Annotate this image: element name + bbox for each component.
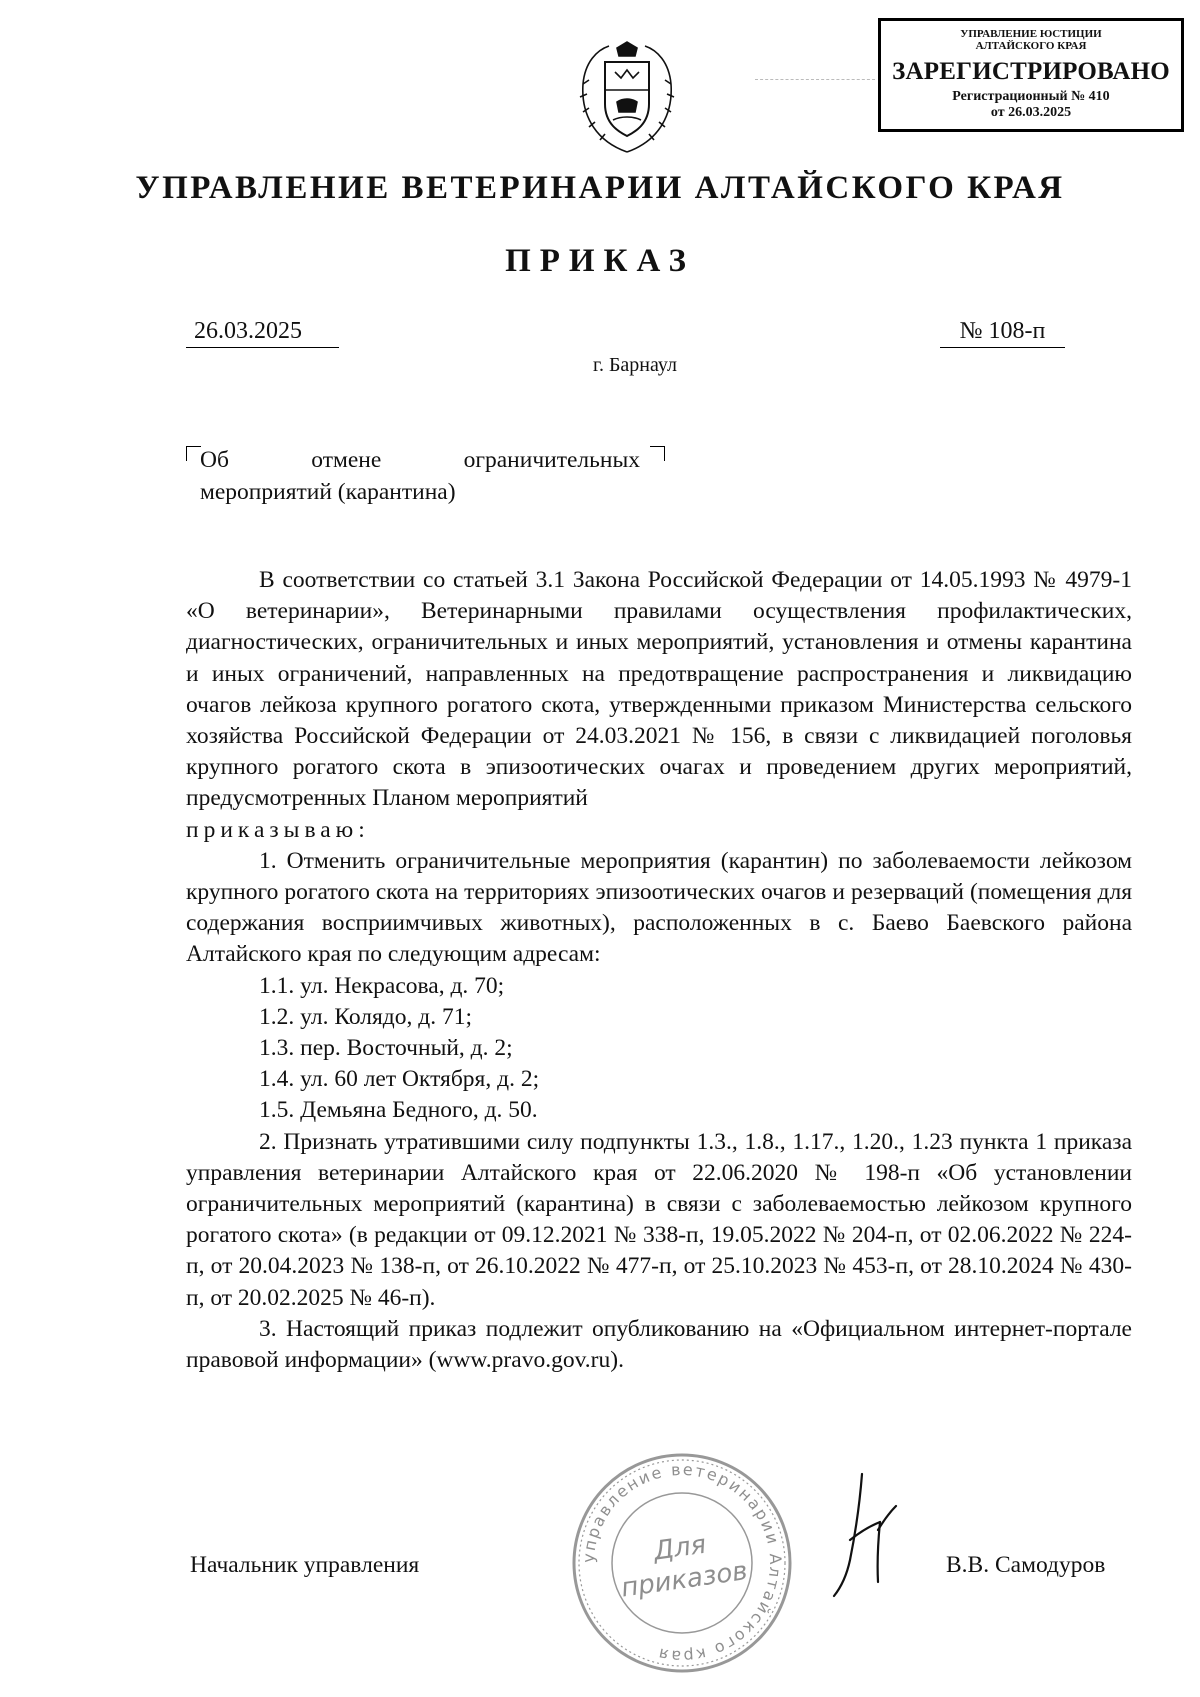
document-body	[186, 565, 1132, 1376]
item-2-paragraph: 2. Признать утратившими силу подпункты 1.3., 1.8., 1.17., 1.20., 1.23 пункта 1 приказа управления ветеринарии Алтайского края от 22.06.2020 № 198-п «Об установлении ограничительных мероприятий (карантина) в связи с заболеваемостью лейкозом крупного рогатого скота» (в редакции от 09.12.2021 № 338-п, 19.05.2022 № 204-п, от 02.06.2022 № 224-п, от 20.04.2023 № 138-п, от 26.10.2022 № 477-п, от 25.10.2023 № 453-п, от 28.10.2024 № 430-п, от 20.02.2025 № 46-п).	[186, 1128, 1132, 1311]
coat-of-arms-emblem	[575, 40, 680, 155]
document-subject	[200, 444, 640, 508]
document-date: 26.03.2025	[186, 318, 339, 348]
sub-item: 1.1. ул. Некрасова, д. 70;	[259, 972, 505, 999]
seal-ring-text: управление ветеринарии Алтайского края	[578, 1459, 786, 1667]
stamp-status: ЗАРЕГИСТРИРОВАНО	[892, 58, 1170, 85]
sub-item: 1.5. Демьяна Бедного, д. 50.	[259, 1097, 538, 1124]
item-3-paragraph: 3. Настоящий приказ подлежит опубликованию на «Официальном интернет-портале правовой информации» (www.pravo.gov.ru).	[186, 1315, 1132, 1374]
stamp-authority-line2: АЛТАЙСКОГО КРАЯ	[975, 40, 1087, 52]
seal-center-line1: Для	[651, 1529, 709, 1567]
signatory-name: В.В. Самодуров	[946, 1552, 1106, 1578]
document-type-heading: ПРИКАЗ	[505, 243, 695, 279]
sub-item: 1.4. ул. 60 лет Октября, д. 2;	[259, 1066, 540, 1093]
sub-item: 1.2. ул. Колядо, д. 71;	[259, 1003, 472, 1030]
sub-item: 1.3. пер. Восточный, д. 2;	[259, 1035, 513, 1062]
order-word: приказываю:	[186, 816, 370, 843]
subject-line1: Об отмене ограничительных	[200, 447, 640, 473]
registration-stamp	[878, 18, 1184, 132]
item-1-paragraph: 1. Отменить ограничительные мероприятия (карантин) по заболеваемости лейкозом крупного рогатого скота на территориях эпизоотических очагов и резерваций (помещения для содержания восприимчивых животных), расположенных в с. Баево Баевского района Алтайского края по следующим адресам:	[186, 847, 1132, 968]
subject-corner-mark-right	[650, 446, 665, 461]
preamble-paragraph: В соответствии со статьей 3.1 Закона Российской Федерации от 14.05.1993 № 4979-1 «О ветеринарии», Ветеринарными правилами осуществления профилактических, диагностических, ограничительных и иных мероприятий, установления и отмены карантина и иных ограничений, направленных на предотвращение распространения и ликвидацию очагов лейкоза крупного рогатого скота, утвержденными приказом Министерства сельского хозяйства Российской Федерации от 24.03.2021 № 156, в связи с ликвидацией поголовья крупного рогатого скота в эпизоотических очагах и проведением других мероприятий, предусмотренных Планом мероприятий	[186, 567, 1132, 812]
document-number: № 108-п	[940, 318, 1065, 348]
round-seal-stamp	[567, 1448, 797, 1678]
svg-text:управление ветеринарии Алтайск	[579, 1460, 785, 1666]
decorative-dash-line	[755, 79, 875, 80]
signatory-title: Начальник управления	[190, 1552, 420, 1578]
subject-corner-mark-left	[186, 446, 201, 461]
stamp-reg-date: от 26.03.2025	[990, 105, 1072, 120]
organization-name: УПРАВЛЕНИЕ ВЕТЕРИНАРИИ АЛТАЙСКОГО КРАЯ	[135, 170, 1065, 206]
handwritten-signature	[820, 1470, 910, 1600]
stamp-authority-line1: УПРАВЛЕНИЕ ЮСТИЦИИ	[960, 28, 1102, 40]
seal-center-line2: приказов	[619, 1556, 750, 1604]
stamp-reg-number: Регистрационный № 410	[952, 89, 1110, 104]
document-city: г. Барнаул	[593, 354, 677, 376]
subject-line2: мероприятий (карантина)	[200, 479, 456, 505]
